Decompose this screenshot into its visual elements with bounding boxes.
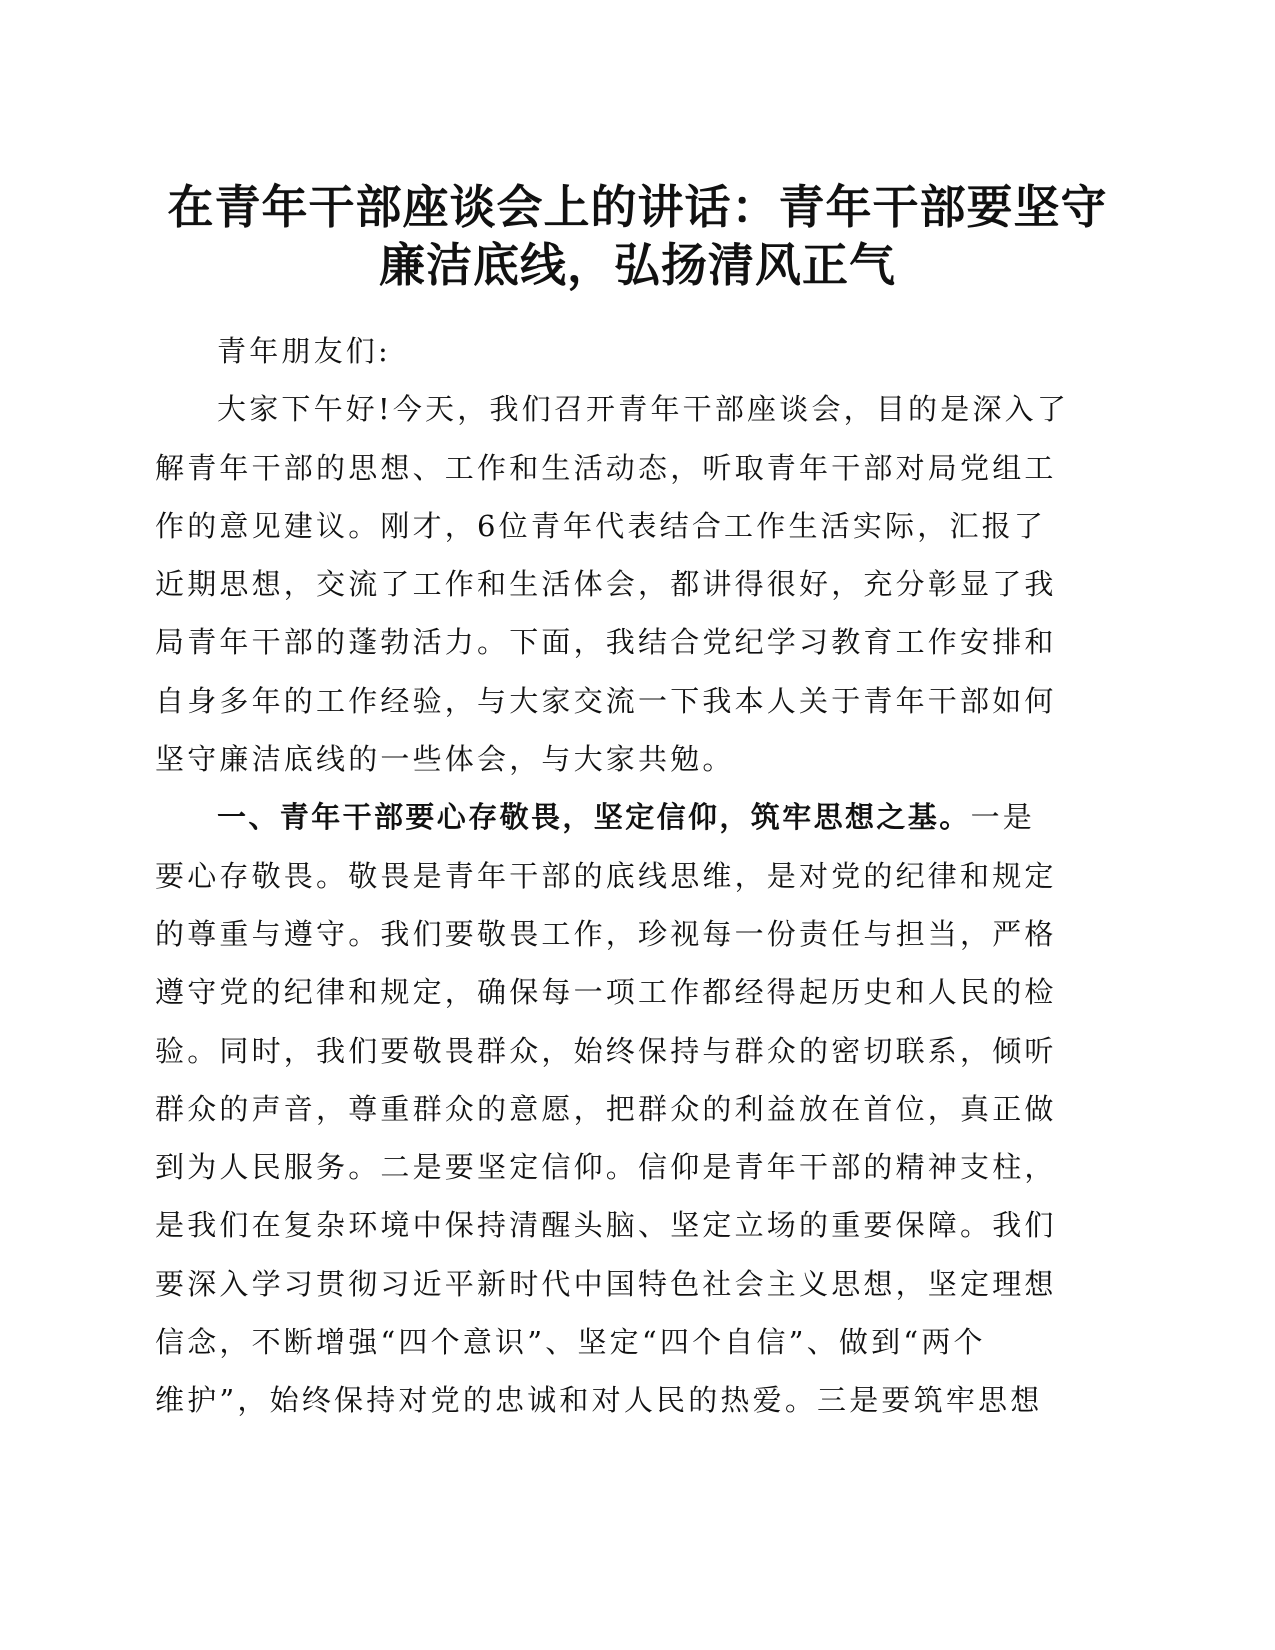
paragraph-line: 信念，不断增强“四个意识”、坚定“四个自信”、做到“两个 [155,1325,986,1360]
paragraph-line: 近期思想，交流了工作和生活体会，都讲得很好，充分彰显了我 [155,567,1057,602]
paragraph-line: 群众的声音，尊重群众的意愿，把群众的利益放在首位，真正做 [155,1091,1057,1126]
paragraph-line: 要深入学习贯彻习近平新时代中国特色社会主义思想，坚定理想 [155,1266,1057,1301]
paragraph-line: 大家下午好!今天，我们召开青年干部座谈会，目的是深入了 [217,392,1070,427]
paragraph-line: 作的意见建议。刚才，6位青年代表结合工作生活实际，汇报了 [155,508,1047,543]
section-1-first-line [155,788,1085,846]
paragraph-line: 到为人民服务。二是要坚定信仰。信仰是青年干部的精神支柱， [155,1150,1057,1185]
paragraph-line: 自身多年的工作经验，与大家交流一下我本人关于青年干部如何 [155,683,1057,718]
section-1-paragraph [155,788,1085,1429]
document-title [150,178,1125,294]
intro-paragraph [155,380,1085,788]
paragraph-line: 要心存敬畏。敬畏是青年干部的底线思维，是对党的纪律和规定 [155,858,1057,893]
paragraph-line: 是我们在复杂环境中保持清醒头脑、坚定立场的重要保障。我们 [155,1208,1057,1243]
paragraph-line: 维护”，始终保持对党的忠诚和对人民的热爱。三是要筑牢思想 [155,1383,1043,1418]
section-1-heading: 一、青年干部要心存敬畏，坚定信仰，筑牢思想之基。 [217,800,971,835]
title-line-1: 在青年干部座谈会上的讲话：青年干部要坚守 [167,180,1108,234]
paragraph-line: 局青年干部的蓬勃活力。下面，我结合党纪学习教育工作安排和 [155,625,1057,660]
paragraph-line: 的尊重与遵守。我们要敬畏工作，珍视每一份责任与担当，严格 [155,916,1057,951]
salutation: 青年朋友们: [217,334,391,368]
document-body [155,322,1085,1430]
paragraph-line: 遵守党的纪律和规定，确保每一项工作都经得起历史和人民的检 [155,975,1057,1010]
paragraph-line: 验。同时，我们要敬畏群众，始终保持与群众的密切联系，倾听 [155,1033,1057,1068]
paragraph-line: 解青年干部的思想、工作和生活动态，听取青年干部对局党组工 [155,450,1057,485]
title-line-2: 廉洁底线，弘扬清风正气 [379,238,896,292]
section-1-first-tail: 一是 [970,800,1036,835]
paragraph-line: 坚守廉洁底线的一些体会，与大家共勉。 [155,742,735,777]
